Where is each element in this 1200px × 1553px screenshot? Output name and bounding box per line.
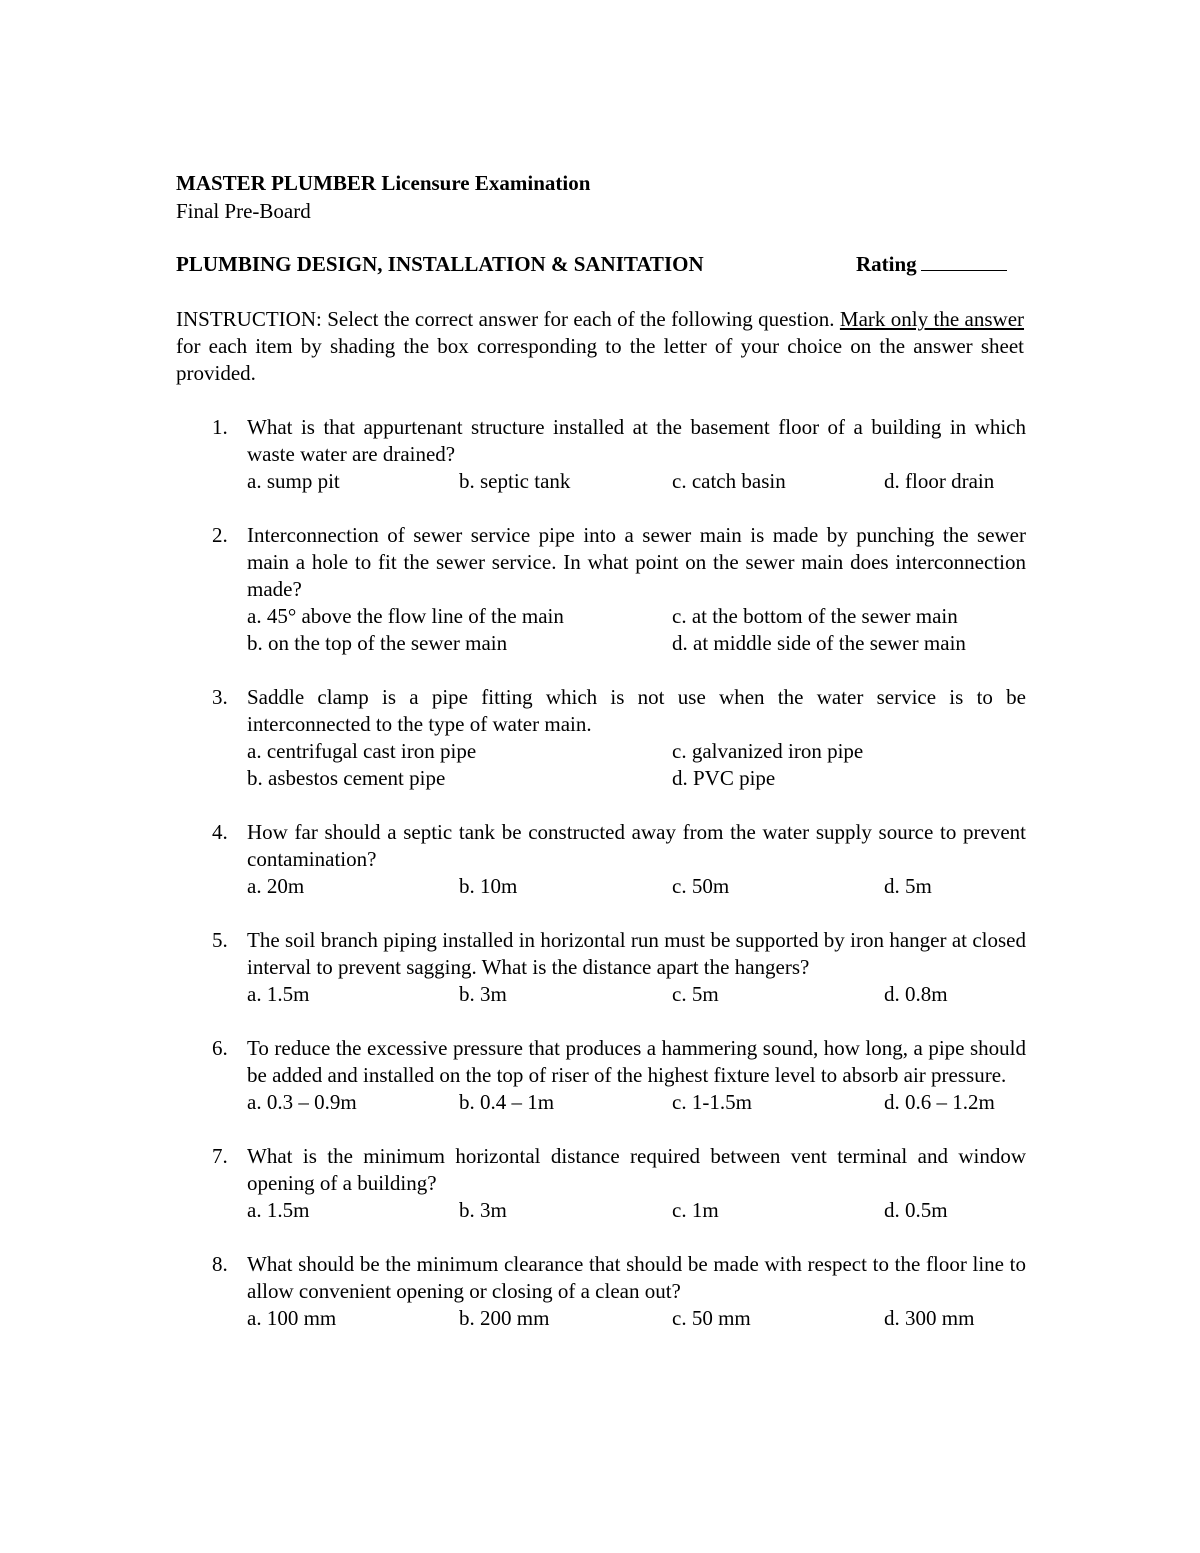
choice-b: b. 3m xyxy=(459,1198,507,1222)
choice-a: a. 100 mm xyxy=(247,1306,337,1330)
choice-b: b. 200 mm xyxy=(459,1306,550,1330)
choice-d: d. 300 mm xyxy=(884,1306,975,1330)
question-stem: What is that appurtenant structure installed at the basement floor of a building in which waste water are drained? xyxy=(247,415,1026,466)
choice-row xyxy=(247,630,1026,657)
choice-d: d. PVC pipe xyxy=(672,766,776,790)
question-number: 3. xyxy=(212,685,228,709)
question-number: 8. xyxy=(212,1252,228,1276)
choice-row xyxy=(247,468,1026,495)
choice-d: d. 0.8m xyxy=(884,982,948,1006)
question-stem: To reduce the excessive pressure that produces a hammering sound, how long, a pipe should be added and installed on the top of riser of the highest fixture level to absorb air pressure. xyxy=(247,1036,1026,1087)
choice-row xyxy=(247,1089,1026,1116)
question-item xyxy=(176,414,1026,495)
exam-title: MASTER PLUMBER Licensure Examination xyxy=(176,171,591,195)
choice-b: b. on the top of the sewer main xyxy=(247,631,508,655)
choice-a: a. 0.3 – 0.9m xyxy=(247,1090,357,1114)
choice-c: c. catch basin xyxy=(672,469,786,493)
question-number: 2. xyxy=(212,523,228,547)
choice-c: c. at the bottom of the sewer main xyxy=(672,604,958,628)
choice-row xyxy=(247,1197,1026,1224)
choice-c: c. 50m xyxy=(672,874,730,898)
subject-title: PLUMBING DESIGN, INSTALLATION & SANITATION xyxy=(176,252,704,276)
question-item xyxy=(176,522,1026,657)
choice-row xyxy=(247,738,1026,765)
question-item xyxy=(176,1143,1026,1224)
choice-row xyxy=(247,981,1026,1008)
exam-subtitle: Final Pre-Board xyxy=(176,199,311,223)
choice-b: b. 0.4 – 1m xyxy=(459,1090,555,1114)
choice-d: d. 0.6 – 1.2m xyxy=(884,1090,995,1114)
question-item xyxy=(176,1035,1026,1116)
question-stem: How far should a septic tank be constructed away from the water supply source to prevent contamination? xyxy=(247,820,1026,871)
choice-row xyxy=(247,873,1026,900)
instruction-lead: INSTRUCTION: Select the correct answer for each of the following question. xyxy=(176,307,835,331)
choice-a: a. centrifugal cast iron pipe xyxy=(247,739,477,763)
choice-d: d. at middle side of the sewer main xyxy=(672,631,966,655)
question-stem: What should be the minimum clearance that should be made with respect to the floor line to allow convenient opening or closing of a clean out? xyxy=(247,1252,1026,1303)
choice-c: c. galvanized iron pipe xyxy=(672,739,864,763)
question-stem: The soil branch piping installed in horizontal run must be supported by iron hanger at closed interval to prevent sagging. What is the distance apart the hangers? xyxy=(247,928,1026,979)
question-item xyxy=(176,927,1026,1008)
question-number: 7. xyxy=(212,1144,228,1168)
choice-d: d. 5m xyxy=(884,874,932,898)
choice-a: a. sump pit xyxy=(247,469,340,493)
question-item xyxy=(176,684,1026,792)
choice-b: b. 10m xyxy=(459,874,518,898)
choice-c: c. 1-1.5m xyxy=(672,1090,752,1114)
choice-a: a. 1.5m xyxy=(247,1198,310,1222)
choice-c: c. 50 mm xyxy=(672,1306,751,1330)
question-list xyxy=(176,414,1026,1359)
rating-label: Rating xyxy=(856,252,917,276)
choice-c: c. 1m xyxy=(672,1198,719,1222)
question-item xyxy=(176,1251,1026,1332)
choice-row xyxy=(247,603,1026,630)
question-number: 4. xyxy=(212,820,228,844)
choice-b: b. asbestos cement pipe xyxy=(247,766,446,790)
question-stem: Saddle clamp is a pipe fitting which is not use when the water service is to be interconnected to the type of water main. xyxy=(247,685,1026,736)
question-stem: Interconnection of sewer service pipe into a sewer main is made by punching the sewer main a hole to fit the sewer service. In what point on the sewer main does interconnection made? xyxy=(247,523,1026,601)
instruction-underlined: Mark only the answer xyxy=(839,307,1025,331)
instruction-rest: for each item by shading the box corresponding to the letter of your choice on the answer sheet provided. xyxy=(176,334,1024,385)
choice-a: a. 1.5m xyxy=(247,982,310,1006)
choice-a: a. 20m xyxy=(247,874,305,898)
choice-d: d. 0.5m xyxy=(884,1198,948,1222)
question-number: 6. xyxy=(212,1036,228,1060)
choice-a: a. 45° above the flow line of the main xyxy=(247,604,564,628)
choice-row xyxy=(247,1305,1026,1332)
question-item xyxy=(176,819,1026,900)
question-number: 1. xyxy=(212,415,228,439)
rating-blank-line xyxy=(921,251,1007,271)
choice-b: b. septic tank xyxy=(459,469,571,493)
choice-b: b. 3m xyxy=(459,982,507,1006)
question-number: 5. xyxy=(212,928,228,952)
subject-line xyxy=(176,251,1026,278)
instruction-paragraph xyxy=(176,306,1024,387)
choice-row xyxy=(247,765,1026,792)
choice-d: d. floor drain xyxy=(884,469,995,493)
question-stem: What is the minimum horizontal distance required between vent terminal and window opening of a building? xyxy=(247,1144,1026,1195)
choice-c: c. 5m xyxy=(672,982,719,1006)
rating-field xyxy=(856,251,1007,278)
